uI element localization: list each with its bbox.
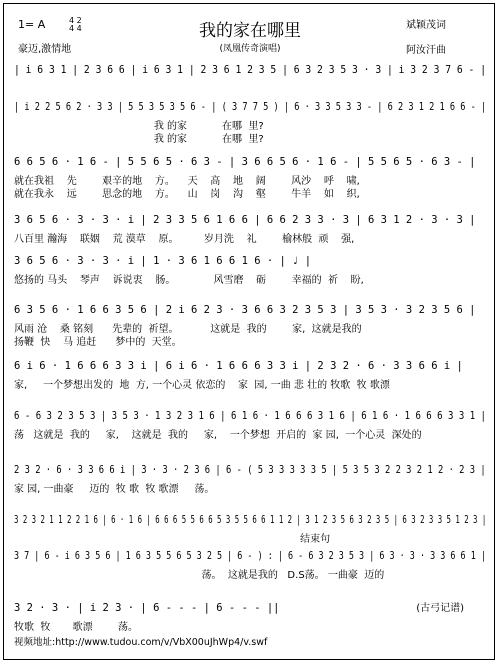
lyric-line-2-2: 我 的家 在哪 里?: [14, 134, 264, 145]
notation-line-12: 3 2 · 3 · | i 2 3 · | 6 - - - | 6 - - - ||: [14, 602, 280, 614]
time-signature: 4 2 4 4: [69, 16, 82, 33]
video-url[interactable]: http://www.tudou.com/v/VbX00uJhWp4/v.swf: [55, 637, 268, 648]
notation-line-4: 3 6 5 6 · 3 · 3 · i | 2 3 3 5 6 1 6 6 | 6 6 2 3 3 · 3 | 6 3 1 2 · 3 · 3 |: [14, 214, 476, 226]
lyric-line-6-2: 扬鞭 快 马 追赶 梦中的 天堂。: [14, 337, 182, 348]
lyric-line-8-1: 荡 这就是 我的 家, 这就是 我的 家, 一个梦想 开启的 家 园, 一个心灵 深处的: [14, 430, 422, 441]
lyric-line-5-1: 悠扬的 马头 琴声 诉说衷 肠。 风雪磨 砺 幸福的 祈 盼,: [14, 275, 364, 286]
performer: (凤凰传奇演唱): [219, 44, 281, 54]
lyric-line-2-1: 我 的家 在哪 里?: [14, 121, 264, 132]
notation-line-5: 3 6 5 6 · 3 · 3 · i | 1 · 3 6 1 6 6 1 6 · | ♩ |: [14, 255, 312, 267]
video-label: 视频地址:: [14, 637, 56, 648]
notation-line-11: 3 7 | 6 - i 6 3 5 6 | 1 6 3 5 5 6 5 3 2 5 | 6 - ) : | 6 - 6 3 2 3 5 3 | 6 3 · 3 · 3 3 6 6 1 |: [14, 550, 486, 562]
lyric-line-11-1: 荡。 这就是我的 D.S荡。 一曲豪 迈的: [14, 570, 385, 581]
notation-line-7: 6 i 6 · 1 6 6 6 3 3 i | 6 i 6 · 1 6 6 6 3 3 i | 2 3 2 · 6 · 3 3 6 6 i |: [14, 360, 463, 372]
notation-line-1: | i 6 3 1 | 2 3 6 6 | i 6 3 1 | 2 3 6 1 2 3 5 | 6 3 2 3 5 3 · 3 | i 3 2 3 7 6 - |: [14, 64, 487, 76]
score-page: [3, 3, 495, 660]
lyric-line-4-1: 八百里 瀚海 联姻 荒 漠草 原。 岁月洗 礼 榆林般 顽 强,: [14, 234, 355, 245]
song-title: 我的家在哪里: [199, 21, 301, 41]
notation-line-10: 3 2 3 2 1 1 2 2 1 6 | 6 · 1 6 | 6 6 6 5 5 6 6 5 3 5 5 6 6 1 1 2 | 3 1 2 3 5 6 3 2 3 5 | 6 3 2 3 3 5 1 2 3 |: [14, 514, 487, 526]
notation-line-3: 6 6 5 6 · 1 6 - | 5 5 6 5 · 6 3 - | 3 6 6 5 6 · 1 6 - | 5 5 6 5 · 6 3 - |: [14, 156, 476, 168]
transcriber-credit: (古弓记谱): [416, 603, 464, 614]
notation-line-9: 2 3 2 · 6 · 3 3 6 6 i | 3 · 3 · 2 3 6 | 6 - ( 5 3 3 3 3 3 5 | 5 3 5 3 2 2 3 2 1 2 · 2 3 |: [14, 464, 486, 476]
notation-line-8: 6 - 6 3 2 3 5 3 | 3 5 3 · 1 3 2 3 1 6 | 6 1 6 · 1 6 6 6 3 1 6 | 6 1 6 · 1 6 6 6 3 3 1 |: [14, 410, 486, 422]
lyric-line-9-1: 家 园, 一曲豪 迈的 牧 歌 牧 歌漂 荡。: [14, 484, 215, 495]
lyric-line-3-1: 就在我祖 先 艰辛的地 方。 天 高 地 阔 风沙 呼 啸,: [14, 176, 360, 187]
lyric-line-12-1: 牧歌 牧 歌漂 荡。: [14, 622, 139, 633]
video-address: [14, 634, 267, 648]
lyric-line-6-1: 风雨 沧 桑 铭刻 先辈的 祈望。 这就是 我的 家, 这就是我的: [14, 324, 362, 335]
lyric-line-7-1: 家, 一个梦想出发的 地 方, 一个心灵 依恋的 家 园, 一曲 悲 壮的 牧歌 牧 歌漂: [14, 380, 390, 391]
notation-line-6: 6 3 5 6 · 1 6 6 3 5 6 | 2 i 6 2 3 · 3 6 6 3 2 3 5 3 | 3 5 3 · 3 2 3 5 6 |: [14, 304, 476, 316]
composer: 阿汝汗曲: [406, 45, 446, 56]
key-signature: 1= A: [18, 18, 46, 31]
notation-line-2: | i 2 2 5 6 2 · 3 3 | 5 5 3 5 3 5 6 - | ( 3 7 7 5 ) | 6 · 3 3 5 3 3 - | 6 2 3 1 2 1 6 6 - |: [14, 101, 487, 113]
lyricist: 斌颖茂词: [406, 20, 446, 31]
lyric-line-3-2: 就在我永 远 思念的地 方。 山 岗 沟 壑 牛羊 如 织,: [14, 189, 360, 200]
lyric-line-10-1: 结束句: [14, 534, 331, 545]
tempo-mood: 豪迈,激情地: [18, 44, 72, 55]
